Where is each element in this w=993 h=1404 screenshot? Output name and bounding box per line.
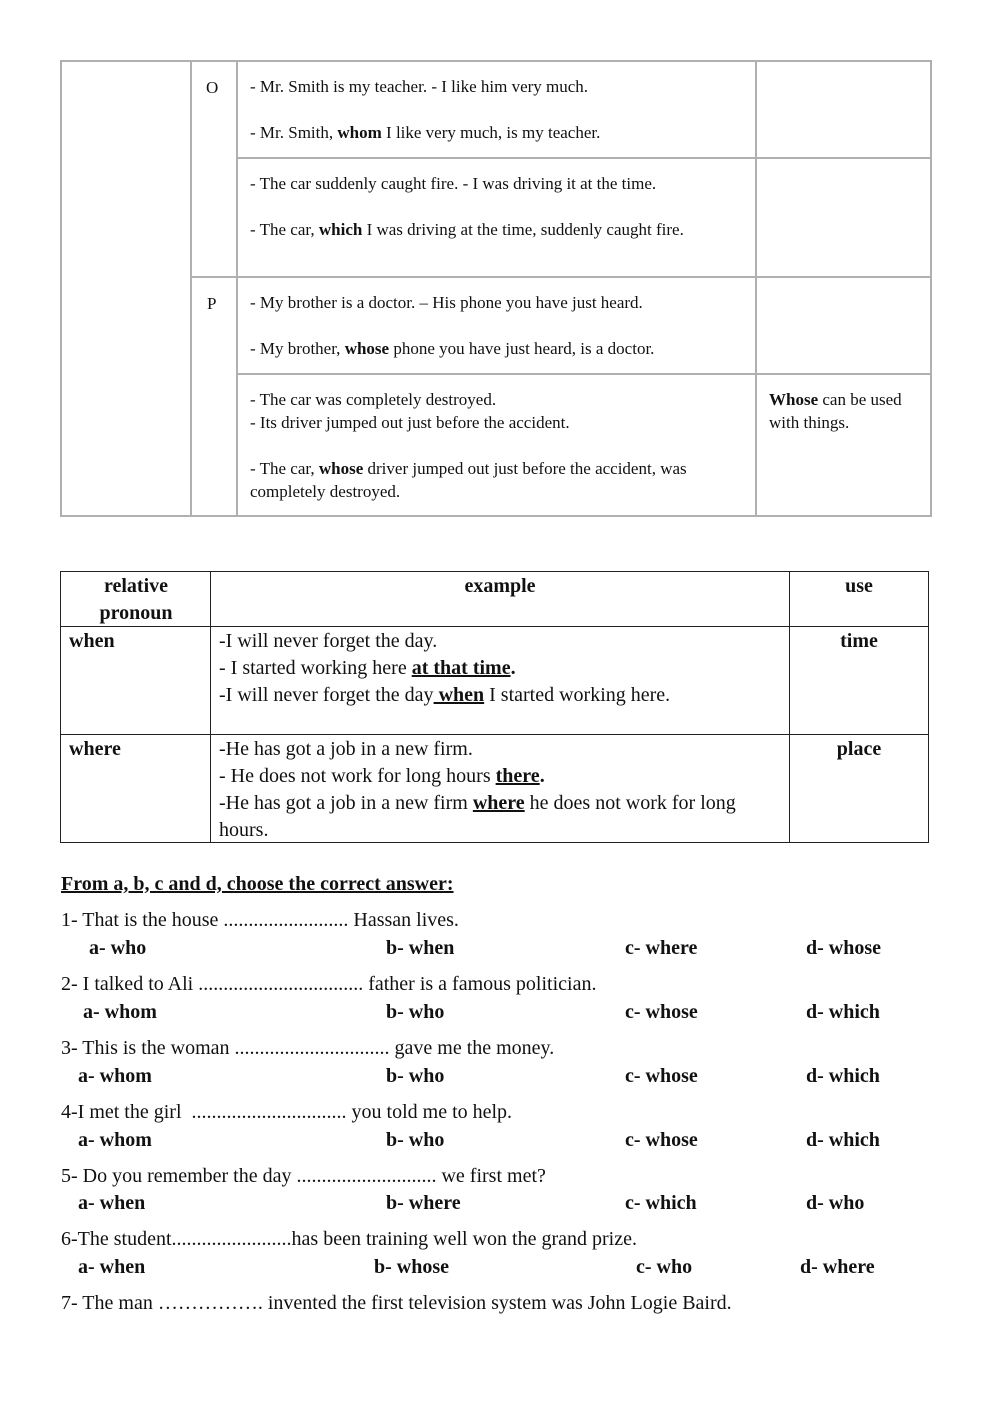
- example-cell-which: [250, 172, 745, 241]
- option-b[interactable]: b- who: [386, 1065, 445, 1087]
- header-use: use: [845, 575, 873, 597]
- option-c[interactable]: c- where: [625, 937, 698, 959]
- option-a[interactable]: a- when: [78, 1192, 146, 1214]
- combined-sentence: - My brother, whose phone you have just heard, is a doctor.: [250, 339, 655, 358]
- row-letter-o: O: [206, 78, 219, 97]
- pronoun-when: when: [69, 630, 115, 652]
- combined-sentence: - The car, whose driver jumped out just before the accident, was completely destroyed.: [250, 459, 687, 501]
- question-2: 2- I talked to Ali ................................. father is a famous politician.: [61, 973, 597, 995]
- question-7: 7- The man ……………. invented the first television system was John Logie Baird.: [61, 1292, 732, 1314]
- option-c[interactable]: c- which: [625, 1192, 697, 1214]
- option-a[interactable]: a- whom: [78, 1065, 152, 1087]
- example-cell-whose-thing: [250, 388, 745, 503]
- option-c[interactable]: c- whose: [625, 1001, 698, 1023]
- example-cell-whose-person: [250, 291, 745, 360]
- option-b[interactable]: b- who: [386, 1129, 445, 1151]
- example-sentence: - The car suddenly caught fire. - I was driving it at the time.: [250, 174, 657, 193]
- question-4: 4-I met the girl ............................... you told me to help.: [61, 1101, 513, 1123]
- option-b[interactable]: b- when: [386, 937, 455, 959]
- header-relative-pronoun: relative pronoun: [99, 575, 173, 624]
- option-d[interactable]: d- which: [806, 1129, 880, 1151]
- option-c[interactable]: c- whose: [625, 1065, 698, 1087]
- relative-pronoun-table-top: [60, 60, 932, 517]
- question-6: 6-The student........................has been training well won the grand prize.: [61, 1228, 637, 1250]
- combined-sentence: - Mr. Smith, whom I like very much, is my teacher.: [250, 123, 601, 142]
- pronoun-where: where: [69, 738, 121, 760]
- option-d[interactable]: d- who: [806, 1192, 865, 1214]
- question-1: 1- That is the house ......................... Hassan lives.: [61, 909, 459, 931]
- example-sentence: - The car was completely destroyed.: [250, 390, 497, 409]
- usage-note: Whose can be used with things.: [769, 390, 902, 432]
- example-cell-whom: [250, 75, 745, 144]
- option-d[interactable]: d- where: [800, 1256, 875, 1278]
- option-a[interactable]: a- whom: [83, 1001, 157, 1023]
- option-c[interactable]: c- who: [636, 1256, 693, 1278]
- option-d[interactable]: d- which: [806, 1065, 880, 1087]
- use-place: place: [836, 738, 882, 760]
- row-letter-p: P: [207, 294, 217, 313]
- question-5: 5- Do you remember the day ............................ we first met?: [61, 1165, 546, 1187]
- example-where: -He has got a job in a new firm. - He does not work for long hours there. -He has got a job in a new firm where he does not work for long hours.: [219, 738, 736, 841]
- example-sentence: - Mr. Smith is my teacher. - I like him very much.: [250, 77, 589, 96]
- option-a[interactable]: a- whom: [78, 1129, 152, 1151]
- combined-sentence: - The car, which I was driving at the time, suddenly caught fire.: [250, 220, 684, 239]
- option-d[interactable]: d- whose: [806, 937, 882, 959]
- example-sentence: - Its driver jumped out just before the accident.: [250, 413, 570, 432]
- example-when: -I will never forget the day. - I started working here at that time. -I will never forget the day when I started working here.: [219, 630, 671, 706]
- relative-pronoun-table-bottom: [60, 571, 929, 843]
- use-time: time: [840, 630, 878, 652]
- question-3: 3- This is the woman ............................... gave me the money.: [61, 1037, 555, 1059]
- header-example: example: [464, 575, 536, 597]
- option-b[interactable]: b- who: [386, 1001, 445, 1023]
- option-a[interactable]: a- who: [89, 937, 147, 959]
- option-b[interactable]: b- where: [386, 1192, 461, 1214]
- option-d[interactable]: d- which: [806, 1001, 880, 1023]
- option-a[interactable]: a- when: [78, 1256, 146, 1278]
- option-c[interactable]: c- whose: [625, 1129, 698, 1151]
- example-sentence: - My brother is a doctor. – His phone you have just heard.: [250, 293, 643, 312]
- exercise-instruction: From a, b, c and d, choose the correct answer:: [61, 873, 454, 895]
- option-b[interactable]: b- whose: [374, 1256, 450, 1278]
